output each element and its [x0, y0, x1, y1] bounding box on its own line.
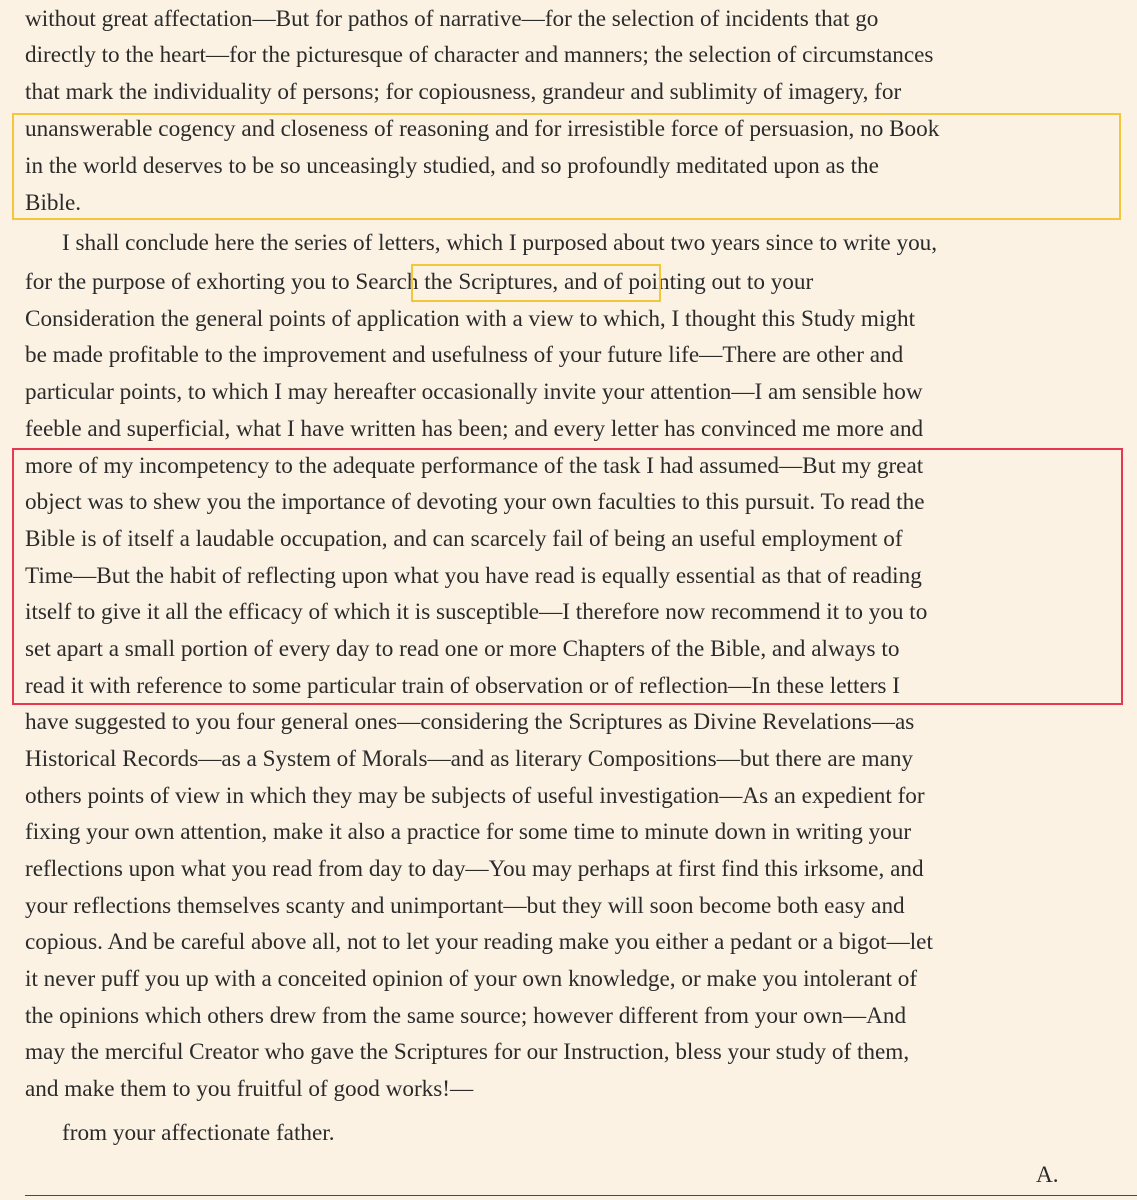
bottom-divider — [25, 1195, 1137, 1196]
text-line: itself to give it all the efficacy of which it is susceptible—I therefore now recommend it to you to — [25, 599, 928, 625]
text-line: the opinions which others drew from the same source; however different from your own—And — [25, 1003, 907, 1029]
text-line: particular points, to which I may hereafter occasionally invite your attention—I am sensible how — [25, 379, 923, 405]
text-line: read it with reference to some particular train of observation or of reflection—In these letters I — [25, 673, 900, 699]
text-line: have suggested to you four general ones—considering the Scriptures as Divine Revelations—as — [25, 709, 915, 735]
text-line: Historical Records—as a System of Morals—and as literary Compositions—but there are many — [25, 746, 914, 772]
text-line: Time—But the habit of reflecting upon what you have read is equally essential as that of reading — [25, 563, 922, 589]
text-line: unanswerable cogency and closeness of reasoning and for irresistible force of persuasion, no Book — [25, 116, 940, 142]
text-line: be made profitable to the improvement and usefulness of your future life—There are other and — [25, 342, 904, 368]
text-line: may the merciful Creator who gave the Scriptures for our Instruction, bless your study of them, — [25, 1039, 910, 1065]
text-line: fixing your own attention, make it also a practice for some time to minute down in writing your — [25, 819, 912, 845]
text-line: Consideration the general points of application with a view to which, I thought this Study might — [25, 306, 916, 332]
text-line: and make them to you fruitful of good works!— — [25, 1076, 474, 1102]
text-line: in the world deserves to be so unceasingly studied, and so profoundly meditated upon as the — [25, 153, 879, 179]
text-line: object was to shew you the importance of devoting your own faculties to this pursuit. To read the — [25, 489, 925, 515]
text-line: your reflections themselves scanty and unimportant—but they will soon become both easy and — [25, 893, 905, 919]
text-line: copious. And be careful above all, not to let your reading make you either a pedant or a bigot—let — [25, 929, 933, 955]
text-line: others points of view in which they may be subjects of useful investigation—As an expedient for — [25, 783, 925, 809]
signature: A. — [1036, 1162, 1059, 1188]
text-line: it never puff you up with a conceited opinion of your own knowledge, or make you intolerant of — [25, 966, 918, 992]
text-line: directly to the heart—for the picturesque of character and manners; the selection of circumstances — [25, 42, 934, 68]
text-line: Bible. — [25, 190, 82, 216]
closing-line: from your affectionate father. — [62, 1120, 335, 1146]
text-line: I shall conclude here the series of letters, which I purposed about two years since to write you, — [62, 230, 938, 256]
text-line: reflections upon what you read from day to day—You may perhaps at first find this irksome, and — [25, 856, 924, 882]
text-line: more of my incompetency to the adequate performance of the task I had assumed—But my great — [25, 453, 924, 479]
text-line: Bible is of itself a laudable occupation, and can scarcely fail of being an useful employment of — [25, 526, 903, 552]
text-line: set apart a small portion of every day to read one or more Chapters of the Bible, and always to — [25, 636, 900, 662]
text-line: that mark the individuality of persons; for copiousness, grandeur and sublimity of imagery, for — [25, 79, 902, 105]
text-line: feeble and superficial, what I have written has been; and every letter has convinced me more and — [25, 416, 924, 442]
text-line: without great affectation—But for pathos of narrative—for the selection of incidents that go — [25, 6, 879, 32]
text-line: for the purpose of exhorting you to Search the Scriptures, and of pointing out to your — [25, 269, 814, 295]
